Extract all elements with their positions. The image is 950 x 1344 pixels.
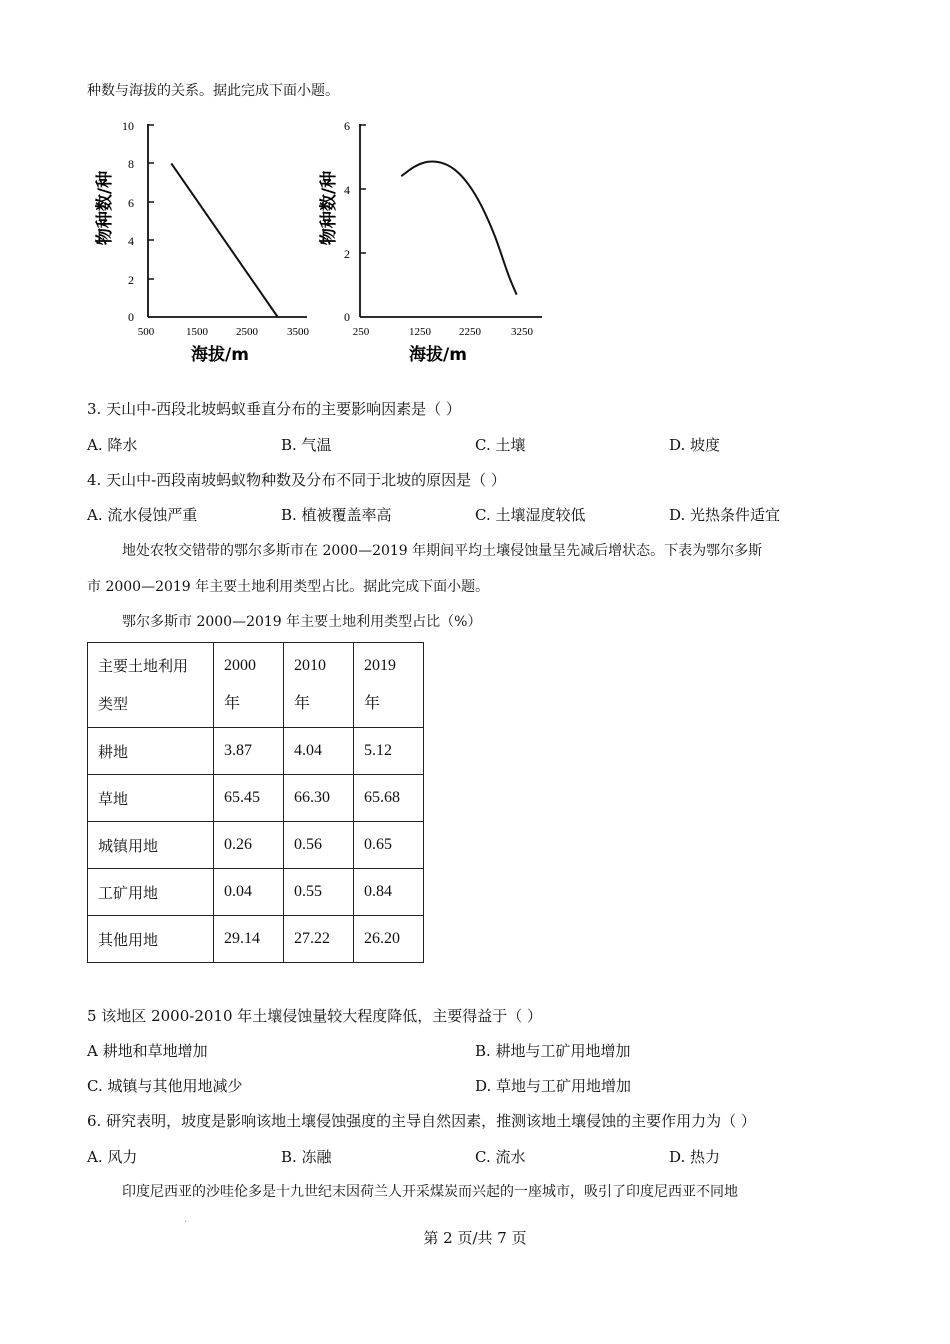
table-row	[88, 728, 424, 775]
land-type-cell: 草地	[88, 775, 214, 822]
page-number: 第 2 页/共 7 页	[423, 1229, 527, 1247]
table-header-cell	[284, 643, 354, 728]
question-5-stem: 5 该地区 2000-2010 年土壤侵蚀量较大程度降低，主要得益于（ ）	[87, 1007, 543, 1025]
passage-2-line-2: 市 2000—2019 年主要土地利用类型占比。据此完成下面小题。	[87, 579, 490, 595]
question-5-option-a: A 耕地和草地增加	[87, 1042, 208, 1060]
land-use-table	[87, 642, 424, 963]
question-6-option-b: B. 冻融	[281, 1148, 332, 1166]
table-header-cell	[88, 643, 214, 728]
value-2010-cell: 0.56	[284, 822, 354, 869]
chart-right	[310, 112, 560, 377]
question-5-option-c: C. 城镇与其他用地减少	[87, 1077, 243, 1095]
chart-left-ytick: 0	[128, 310, 134, 324]
question-3-stem: 3. 天山中-西段北坡蚂蚁垂直分布的主要影响因素是（ ）	[87, 400, 461, 418]
question-5-option-b: B. 耕地与工矿用地增加	[475, 1042, 631, 1060]
passage-2-line-1: 地处农牧交错带的鄂尔多斯市在 2000—2019 年期间平均土壤侵蚀量呈先减后增状态。下表为鄂尔多斯	[122, 543, 763, 559]
value-2000-cell: 0.26	[214, 822, 284, 869]
question-3-option-c: C. 土壤	[475, 436, 526, 454]
chart-left-ytick: 2	[128, 273, 134, 287]
value-2010-cell: 27.22	[284, 916, 354, 963]
header-type-line-1: 主要土地利用	[98, 657, 189, 675]
chart-left-y-axis-label: 物种数/种	[95, 170, 115, 246]
question-6-stem: 6. 研究表明，坡度是影响该地土壤侵蚀强度的主导自然因素，推测该地土壤侵蚀的主要作用力为（ ）	[87, 1112, 756, 1130]
chart-right-series-line	[401, 161, 516, 294]
value-2019-cell: 26.20	[354, 916, 424, 963]
table-row	[88, 869, 424, 916]
table-caption: 鄂尔多斯市 2000—2019 年主要土地利用类型占比（%）	[122, 614, 482, 630]
header-2000-line-1: 2000	[224, 657, 256, 674]
value-2019-cell: 5.12	[354, 728, 424, 775]
chart-right-xtick: 250	[352, 326, 370, 338]
value-2000-cell: 0.04	[214, 869, 284, 916]
chart-left-ytick: 4	[128, 234, 134, 248]
question-4-stem: 4. 天山中-西段南坡蚂蚁物种数及分布不同于北坡的原因是（ ）	[87, 471, 506, 489]
table-row	[88, 822, 424, 869]
footer-mark: ·	[184, 1217, 188, 1228]
chart-right-ytick: 4	[344, 183, 350, 197]
value-2019-cell: 0.84	[354, 869, 424, 916]
question-5-option-d: D. 草地与工矿用地增加	[475, 1077, 632, 1095]
table-header-row	[88, 643, 424, 728]
chart-left-series-line	[171, 163, 277, 317]
chart-right-xtick: 3250	[511, 326, 533, 338]
question-4-option-d: D. 光热条件适宜	[669, 506, 781, 524]
chart-right-xtick: 1250	[409, 326, 431, 338]
table-row	[88, 775, 424, 822]
value-2000-cell: 3.87	[214, 728, 284, 775]
land-type-cell: 其他用地	[88, 916, 214, 963]
passage-3-line-1: 印度尼西亚的沙哇伦多是十九世纪末因荷兰人开采煤炭而兴起的一座城市，吸引了印度尼西亚不同地	[122, 1184, 738, 1200]
chart-left-xtick: 3500	[287, 326, 309, 338]
header-2010-line-1: 2010	[294, 657, 326, 674]
land-type-cell: 城镇用地	[88, 822, 214, 869]
question-3-option-b: B. 气温	[281, 436, 332, 454]
chart-right-ytick: 6	[344, 119, 350, 133]
question-4-option-a: A. 流水侵蚀严重	[87, 506, 198, 524]
question-3-option-a: A. 降水	[87, 436, 138, 454]
value-2010-cell: 0.55	[284, 869, 354, 916]
chart-right-y-axis-label: 物种数/种	[319, 170, 339, 246]
value-2019-cell: 0.65	[354, 822, 424, 869]
question-6-option-d: D. 热力	[669, 1148, 721, 1166]
header-type-line-2: 类型	[98, 695, 129, 713]
table-header-cell	[354, 643, 424, 728]
header-2019-line-2: 年	[364, 695, 381, 712]
chart-left-ytick: 10	[122, 119, 134, 133]
table-row	[88, 916, 424, 963]
question-6-option-a: A. 风力	[87, 1148, 138, 1166]
question-4-option-b: B. 植被覆盖率高	[281, 506, 392, 524]
question-3-option-d: D. 坡度	[669, 436, 721, 454]
value-2000-cell: 29.14	[214, 916, 284, 963]
chart-left-x-axis-label: 海拔/m	[191, 345, 249, 365]
chart-right-xtick: 2250	[459, 326, 481, 338]
chart-left-axes	[148, 124, 307, 317]
intro-line: 种数与海拔的关系。据此完成下面小题。	[87, 83, 339, 99]
value-2010-cell: 66.30	[284, 775, 354, 822]
chart-left-xtick: 1500	[186, 326, 208, 338]
land-type-cell: 耕地	[88, 728, 214, 775]
chart-right-ytick: 2	[344, 247, 350, 261]
value-2000-cell: 65.45	[214, 775, 284, 822]
value-2010-cell: 4.04	[284, 728, 354, 775]
header-2019-line-1: 2019	[364, 657, 396, 674]
question-4-option-c: C. 土壤湿度较低	[475, 506, 586, 524]
chart-left	[90, 112, 330, 377]
chart-right-x-axis-label: 海拔/m	[409, 345, 467, 365]
chart-left-xtick: 500	[137, 326, 155, 338]
header-2000-line-2: 年	[224, 695, 241, 712]
value-2019-cell: 65.68	[354, 775, 424, 822]
question-6-option-c: C. 流水	[475, 1148, 526, 1166]
table-header-cell	[214, 643, 284, 728]
chart-left-xtick: 2500	[236, 326, 258, 338]
chart-left-ytick: 6	[128, 196, 134, 210]
land-type-cell: 工矿用地	[88, 869, 214, 916]
header-2010-line-2: 年	[294, 695, 311, 712]
chart-right-ytick: 0	[344, 310, 350, 324]
chart-left-ytick: 8	[128, 157, 134, 171]
